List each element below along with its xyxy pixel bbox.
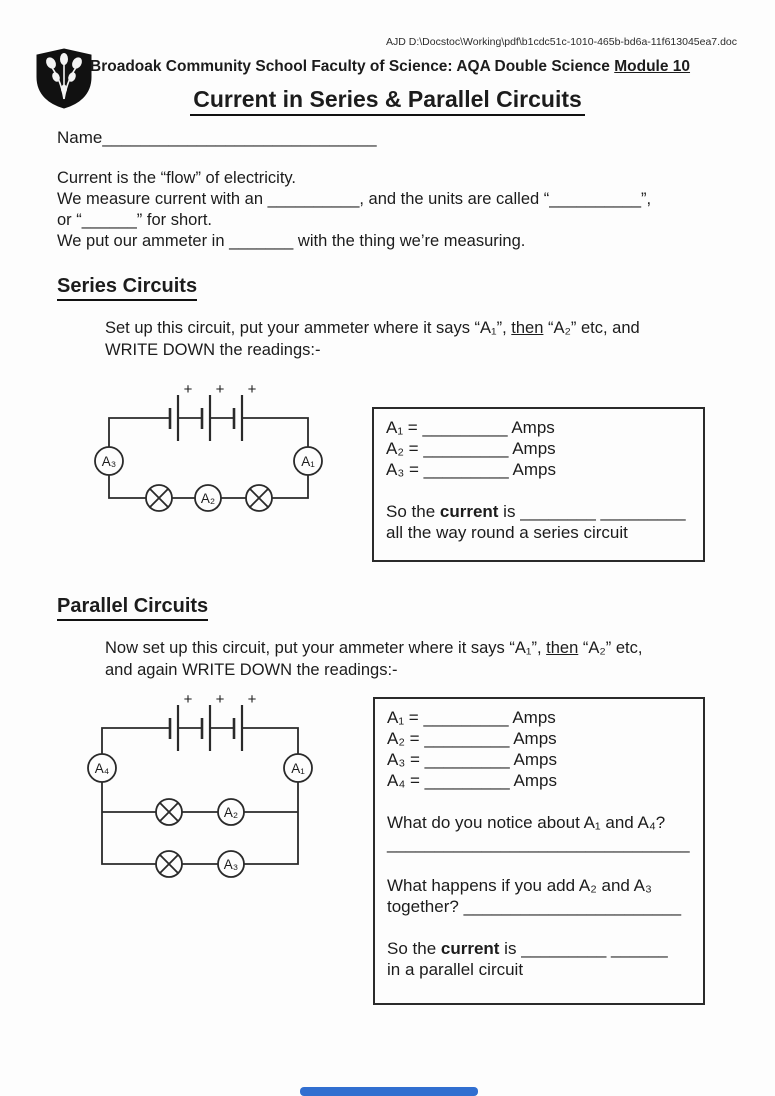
parallel-instructions	[105, 637, 642, 681]
svg-text:A₃: A₃	[101, 454, 117, 469]
reading-unit: Amps	[507, 418, 555, 437]
parallel-conclusion-line-2: in a parallel circuit	[387, 960, 524, 979]
plus-sign-icon: +	[215, 381, 225, 398]
conclusion-pre: So the	[387, 939, 441, 958]
parallel-instruction-line-1	[105, 637, 642, 659]
series-readings-box	[372, 407, 705, 562]
page-title: Current in Series & Parallel Circuits	[190, 86, 585, 116]
plus-sign-icon: +	[183, 691, 193, 708]
plus-sign-icon: +	[247, 381, 257, 398]
ammeter-a2-icon	[195, 485, 221, 511]
plus-sign-icon: +	[247, 691, 257, 708]
reading-row	[386, 438, 691, 459]
question-2-label: together?	[387, 897, 464, 916]
parallel-instr-pre: Now set up this circuit, put your ammeter where it says “A₁”,	[105, 639, 547, 657]
reading-label: A₃ =	[386, 460, 424, 479]
svg-text:A₃: A₃	[223, 857, 239, 872]
parallel-wires	[102, 728, 298, 864]
question-1-text: What do you notice about A₁ and A₄?	[387, 813, 666, 832]
school-name-text: Broadoak Community School Faculty of Science: AQA Double Science	[90, 58, 615, 75]
series-instruction-line-2: WRITE DOWN the readings:-	[105, 341, 321, 359]
reading-label: A₁ =	[387, 708, 424, 727]
reading-unit: Amps	[509, 771, 557, 790]
series-instr-post: “A₂” etc, and	[543, 319, 640, 337]
reading-row	[387, 707, 691, 728]
reading-label: A₄ =	[387, 771, 425, 790]
conclusion-mid: is	[498, 502, 521, 521]
series-conclusion-line-2: all the way round a series circuit	[386, 523, 628, 542]
bulb-icon	[246, 485, 272, 511]
question-1-blank-field: ________________________________	[387, 834, 690, 853]
bulb-icon	[146, 485, 172, 511]
school-header	[90, 58, 690, 76]
ammeter-a2-icon	[218, 799, 244, 825]
intro-line-4: We put our ammeter in _______ with the thing we’re measuring.	[57, 232, 526, 250]
parallel-instruction-line-2: and again WRITE DOWN the readings:-	[105, 661, 398, 679]
reading-blank-field: _________	[422, 418, 508, 437]
bulb-icon	[156, 799, 182, 825]
battery-pack-icon	[170, 691, 257, 751]
reading-blank-field: _________	[423, 708, 509, 727]
conclusion-mid: is	[499, 939, 522, 958]
reading-row	[386, 459, 691, 480]
svg-text:A₁: A₁	[301, 454, 315, 469]
reading-unit: Amps	[508, 460, 556, 479]
series-instructions	[105, 317, 640, 361]
reading-blank-field: _________	[423, 460, 509, 479]
series-instruction-line-1	[105, 317, 640, 339]
battery-pack-icon	[170, 381, 257, 441]
reading-label: A₁ =	[386, 418, 423, 437]
reading-blank-field: _________	[424, 750, 510, 769]
parallel-circuit-diagram	[85, 691, 315, 883]
intro-line-3: or “______” for short.	[57, 211, 212, 229]
intro-line-1: Current is the “flow” of electricity.	[57, 169, 297, 187]
footer-accent-bar	[300, 1087, 478, 1096]
ammeter-a1-icon	[284, 754, 312, 782]
reading-label: A₂ =	[387, 729, 425, 748]
parallel-conclusion-line-1	[387, 938, 691, 959]
reading-row	[386, 417, 691, 438]
ammeter-a3-icon	[218, 851, 244, 877]
svg-text:A₂: A₂	[200, 491, 216, 506]
reading-row	[387, 770, 691, 791]
parallel-heading: Parallel Circuits	[57, 595, 208, 621]
svg-text:A₂: A₂	[223, 805, 239, 820]
series-conclusion-line-1	[386, 501, 691, 522]
reading-label: A₂ =	[386, 439, 424, 458]
series-heading-row	[57, 275, 197, 301]
series-instr-pre: Set up this circuit, put your ammeter where it says “A₁”,	[105, 319, 512, 337]
module-label: Module 10	[614, 58, 691, 75]
reading-unit: Amps	[509, 750, 557, 769]
question-2-line-2	[387, 896, 691, 917]
reading-row	[387, 728, 691, 749]
reading-unit: Amps	[508, 708, 556, 727]
name-label: Name	[57, 128, 103, 147]
bulb-icon	[156, 851, 182, 877]
ammeter-a3-icon	[95, 447, 123, 475]
parallel-readings-box	[373, 697, 705, 1005]
reading-blank-field: _________	[423, 439, 509, 458]
name-line	[57, 128, 377, 148]
plus-sign-icon: +	[215, 691, 225, 708]
series-heading: Series Circuits	[57, 275, 197, 301]
svg-text:A₄: A₄	[94, 761, 110, 776]
conclusion-bold-word: current	[439, 502, 499, 521]
title-row	[0, 86, 775, 116]
question-2-blank-field: _______________________	[463, 897, 682, 916]
reading-label: A₃ =	[387, 750, 425, 769]
plus-sign-icon: +	[183, 381, 193, 398]
conclusion-blank-field: ________ _________	[520, 502, 686, 521]
reading-blank-field: _________	[424, 771, 510, 790]
ammeter-a4-icon	[88, 754, 116, 782]
reading-unit: Amps	[508, 439, 556, 458]
conclusion-pre: So the	[386, 502, 440, 521]
parallel-instr-then: then	[546, 639, 579, 657]
svg-text:A₁: A₁	[291, 761, 305, 776]
parallel-instr-post: “A₂” etc,	[578, 639, 643, 657]
ammeter-a1-icon	[294, 447, 322, 475]
conclusion-bold-word: current	[440, 939, 500, 958]
intro-paragraph	[57, 168, 651, 252]
reading-row	[387, 749, 691, 770]
name-blank-field: _____________________________	[102, 128, 377, 147]
reading-unit: Amps	[509, 729, 557, 748]
parallel-heading-row	[57, 595, 208, 621]
question-2-line-1: What happens if you add A₂ and A₃	[387, 876, 652, 895]
reading-blank-field: _________	[424, 729, 510, 748]
file-path-text: AJD D:\Docstoc\Working\pdf\b1cdc51c-1010-465b-bd6a-11f613045ea7.doc	[386, 36, 737, 48]
series-circuit-diagram	[95, 383, 325, 515]
series-instr-then: then	[511, 319, 544, 337]
conclusion-blank-field: _________ ______	[521, 939, 668, 958]
intro-line-2: We measure current with an __________, and the units are called “__________”,	[57, 190, 652, 208]
